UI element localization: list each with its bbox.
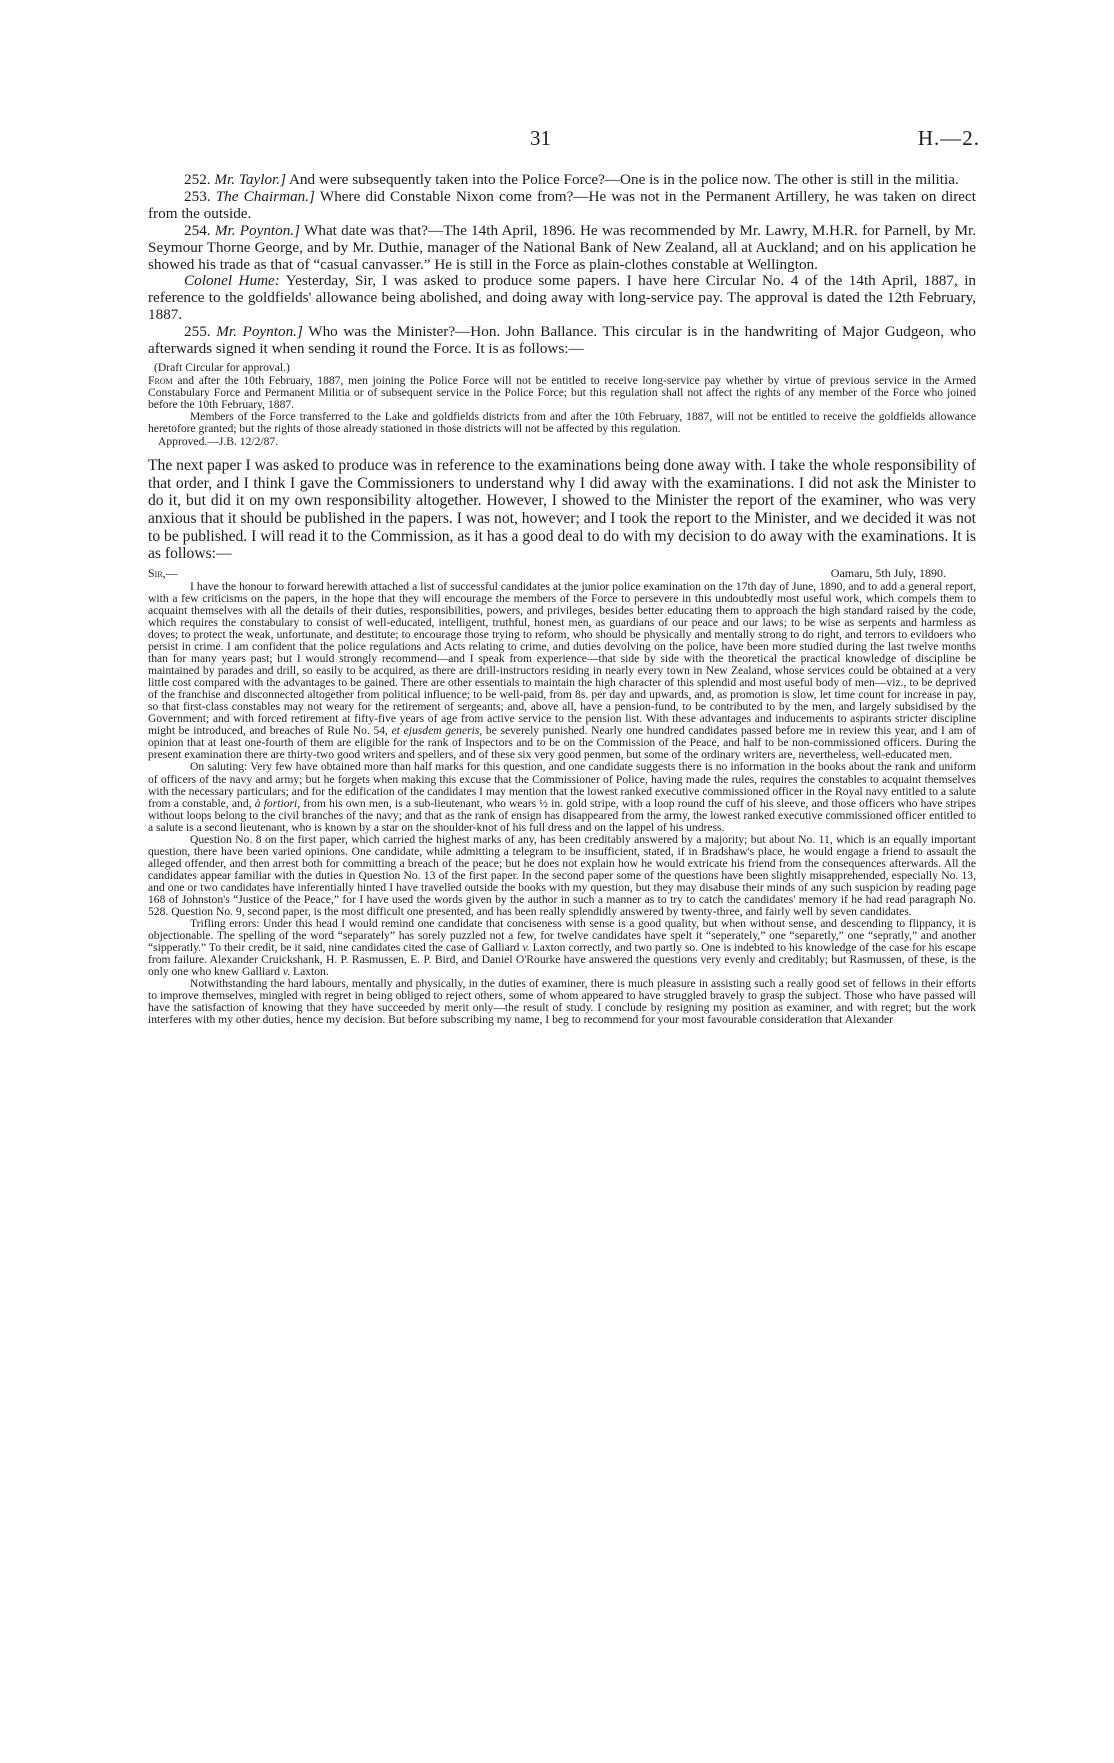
letter-text: be severely punished. Nearly one hundred candidates passed before me in review this year, and I am of opinion that at least one-fourth of them are eligible for the rank of Inspectors and to be on the Commission of the Peace, and half to be non-commissioned officers. During the present examination there are thirty-two good writers and spellers, and of these six very good penmen, but some of the ordinary writers are, nevertheless, well-educated men. [148,724,976,762]
speaker: Mr. Taylor.] [214,171,286,188]
question-number: 255. [184,323,211,341]
question-252 [148,172,976,189]
letter-heading [148,566,976,581]
speaker: Mr. Poynton.] [214,221,301,239]
circular-paragraph-1 [148,375,976,411]
speaker: Mr. Poynton.] [216,323,303,341]
question-254 [148,223,976,274]
letter-paragraph-4 [148,918,976,978]
letter-dateline: Oamaru, 5th July, 1890. [830,565,946,580]
question-number: 252. [184,171,211,188]
question-text: And were subsequently taken into the Police Force?—One is in the police now. The other is still in the militia. [288,171,959,188]
letter-text: Laxton. [293,965,329,979]
question-255 [148,324,976,358]
page-header [150,126,980,156]
latin-phrase: et ejusdem generis, [391,724,483,738]
letter-paragraph-2 [148,761,976,833]
letter-text: Laxton correctly, and two partly so. One is indebted to his knowledge of the case for his escape from failure. Alexander Cruickshank, H. P. Rasmussen, E. P. Bird, and Daniel O'Rourke have answered the questions very evenly and creditably; but Rasmussen, of these, is the only one who knew Galliard [148,941,976,979]
circular-from: From [148,373,173,387]
question-253 [148,189,976,223]
speaker: Colonel Hume: [184,272,280,290]
letter-paragraph-1 [148,581,976,762]
narrative-paragraph: The next paper I was asked to produce was in reference to the examinations being done away with. I take the whole responsibility of that order, and I think I gave the Commissioners to understand why I did away with the examinations. I did not ask the Minister to do it, but did it on my own responsibility altogether. However, I showed to the Minister the report of the examiner, who was very anxious that it should be published in the papers. I was not, however; and I took the report to the Minister, and we decided it was not to be published. I will read it to the Commission, as it has a good deal to do with my decision to do away with the examinations. It is as follows:— [148,457,976,563]
document-reference: H.—2. [917,126,980,150]
circular-approval: Approved.—J.B. 12/2/87. [158,435,279,449]
question-text: Where did Constable Nixon come from?—He was not in the Permanent Artillery, he was taken on direct from the outside. [148,187,977,222]
page-number: 31 [530,126,551,150]
letter-text: On saluting: Very few have obtained more than half marks for this question, and one candidate suggests there is no information in the books about the rank and uniform of officers of the navy and army; but he forgets when making this excuse that the Commissioner of Police, having made the rules, requires the constables to acquaint themselves with the necessary particulars; and for the edification of the candidates I may mention that the lowest ranked executive commissioned officer in the Royal navy entitled to a salute from a constable, and, [148,760,976,810]
versus-abbrev: v. [522,941,530,955]
circular-paragraph-2: Members of the Force transferred to the Lake and goldfields districts from and after the 10th February, 1887, will not be entitled to receive the goldfields allowance heretofore granted; but the rights of those already stationed in those districts will not be affected by this regulation. [148,410,976,436]
circular-text-1: and after the 10th February, 1887, men joining the Police Force will not be entitled to receive long-service pay whether by virtue of previous service in the Armed Constabulary Force and Permanent Militia or of subsequent service in the Police Force; but this regulation shall not affect the rights of any member of the Force who joined before the 10th February, 1887. [148,373,976,412]
speaker: The Chairman.] [215,187,315,205]
versus-abbrev: v. [282,965,291,979]
letter-text: I have the honour to forward herewith attached a list of successful candidates at the junior police examination on the 17th day of June, 1890, and to add a general report, with a few criticisms on the papers, in the hope that they will encourage the members of the Force to persevere in this undoubtedly most useful work, which compels them to acquaint themselves with all the details of their duties, responsibilities, powers, and privileges, besides better educating them to approach the high standard raised by the code, which requires the constabulary to consist of well-educated, intelligent, truthful, honest men, as guardians of our peace and our laws; to be wise as serpents and harmless as doves; to protect the weak, unfortunate, and destitute; to encourage those trying to reform, who should be physically and mentally strong to do right, and terrors to evildoers who persist in crime. I am confident that the police regulations and Acts relating to crime, and duties devolving on the police, have been more studied during the last twelve months than for many years past; but I would strongly recommend—and I speak from experience—that side by side with the theoretical the practical knowledge of discipline be maintained by parades and drill, so easily to be acquired, as there are drill-instructors residing in nearly every town in New Zealand, whose services could be obtained at a very little cost compared with the advantages to be gained. There are other essentials to maintain the high character of this splendid and most useful body of men—viz., to be deprived of the franchise and disconnected altogether from political influence; to be well-paid, from 8s. per day and upwards, and, as promotion is slow, let time count for increase in pay, so that first-class constables may not weary for the retirement of sergeants; and, above all, have a pension-fund, to be contributed to by the men, and largely subsidised by the Government; and with forced retirement at fifty-five years of age from active service to the pension list. With these advantages and inducements to aspirants stricter discipline might be introduced, and breaches of Rule No. 54, [148,579,976,738]
page-body [148,172,976,1027]
hume-statement [148,273,976,324]
question-number: 254. [184,221,211,239]
latin-phrase: à fortiori, [254,796,301,810]
question-text: What date was that?—The 14th April, 1896. He was recommended by Mr. Lawry, M.H.R. for Parnell, by Mr. Seymour Thorne George, and by Mr. Duthie, manager of the National Bank of New Zealand, all at Auckland; and on his application he showed his trade as that of “casual canvasser.” He is still in the Force as plain-clothes constable at Wellington. [148,221,976,273]
question-text: Who was the Minister?—Hon. John Ballance. This circular is in the handwriting of Major Gudgeon, who afterwards signed it when sending it round the Force. It is as follows:— [148,323,976,358]
question-number: 253. [184,187,211,205]
statement-text: Yesterday, Sir, I was asked to produce some papers. I have here Circular No. 4 of the 14th April, 1887, in reference to the goldfields' allowance being abolished, and doing away with long-service pay. The approval is dated the 12th February, 1887. [148,272,977,324]
letter-paragraph-5: Notwithstanding the hard labours, mentally and physically, in the duties of examiner, there is much pleasure in assisting such a really good set of fellows in their efforts to improve themselves, mingled with regret in being obliged to reject others, some of whom appeared to have struggled bravely to grasp the subject. Those who have passed will have the satisfaction of knowing that they have succeeded by merit only—the result of study. I conclude by resigning my position as examiner, and with regret; but the work interferes with my other duties, hence my decision. But before subscribing my name, I beg to recommend for your most favourable consideration that Alexander [148,977,976,1027]
letter-text: from his own men, is a sub-lieutenant, who wears ½ in. gold stripe, with a loop round the cuff of his sleeve, and those officers who have stripes without loops belong to the civil branches of the navy; and that as the rank of ensign has disappeared from the army, the lowest ranked executive commissioned officer entitled to a salute is a second lieutenant, who is known by a star on the shoulder-knot of his full dress and on the lappel of his undress. [148,796,976,834]
letter-paragraph-3: Question No. 8 on the first paper, which carried the highest marks of any, has been creditably answered by a majority; but about No. 11, which is an equally important question, there have been varied opinions. One candidate, while admitting a telegram to be insufficient, stated, if in Bradshaw's place, he would engage a friend to assault the alleged offender, and then arrest both for committing a breach of the peace; but he does not explain how he would extricate his friend from the consequences afterwards. All the candidates appear familiar with the duties in Question No. 13 of the first paper. In the second paper some of the questions have been slightly misapprehended, especially No. 13, and one or two candidates have inferentially hinted I have travelled outside the books with my question, but they may disabuse their minds of any such suspicion by reading page 168 of Johnston's “Justice of the Peace,” for I have used the words given by the author in such a manner as to try to catch the candidates' memory if he had read paragraph No. 528. Question No. 9, second paper, is the most difficult one presented, and has been really splendidly answered by twenty-three, and fairly well by seven candidates. [148,832,976,919]
letter-text: Trifling errors: Under this head I would remind one candidate that conciseness with sense is a good quality, but when without sense, and descending to flippancy, it is objectionable. The spelling of the word “separately” has sorely puzzled not a few, for twelve candidates have spelt it “seperately,” one “separetly,” one “sepratly,” and another “sipperatly.” To their credit, be it said, nine candidates cited the case of Galliard [148,917,976,955]
draft-circular-label: (Draft Circular for approval.) [154,360,290,374]
letter-salutation: Sir,— [148,565,178,580]
